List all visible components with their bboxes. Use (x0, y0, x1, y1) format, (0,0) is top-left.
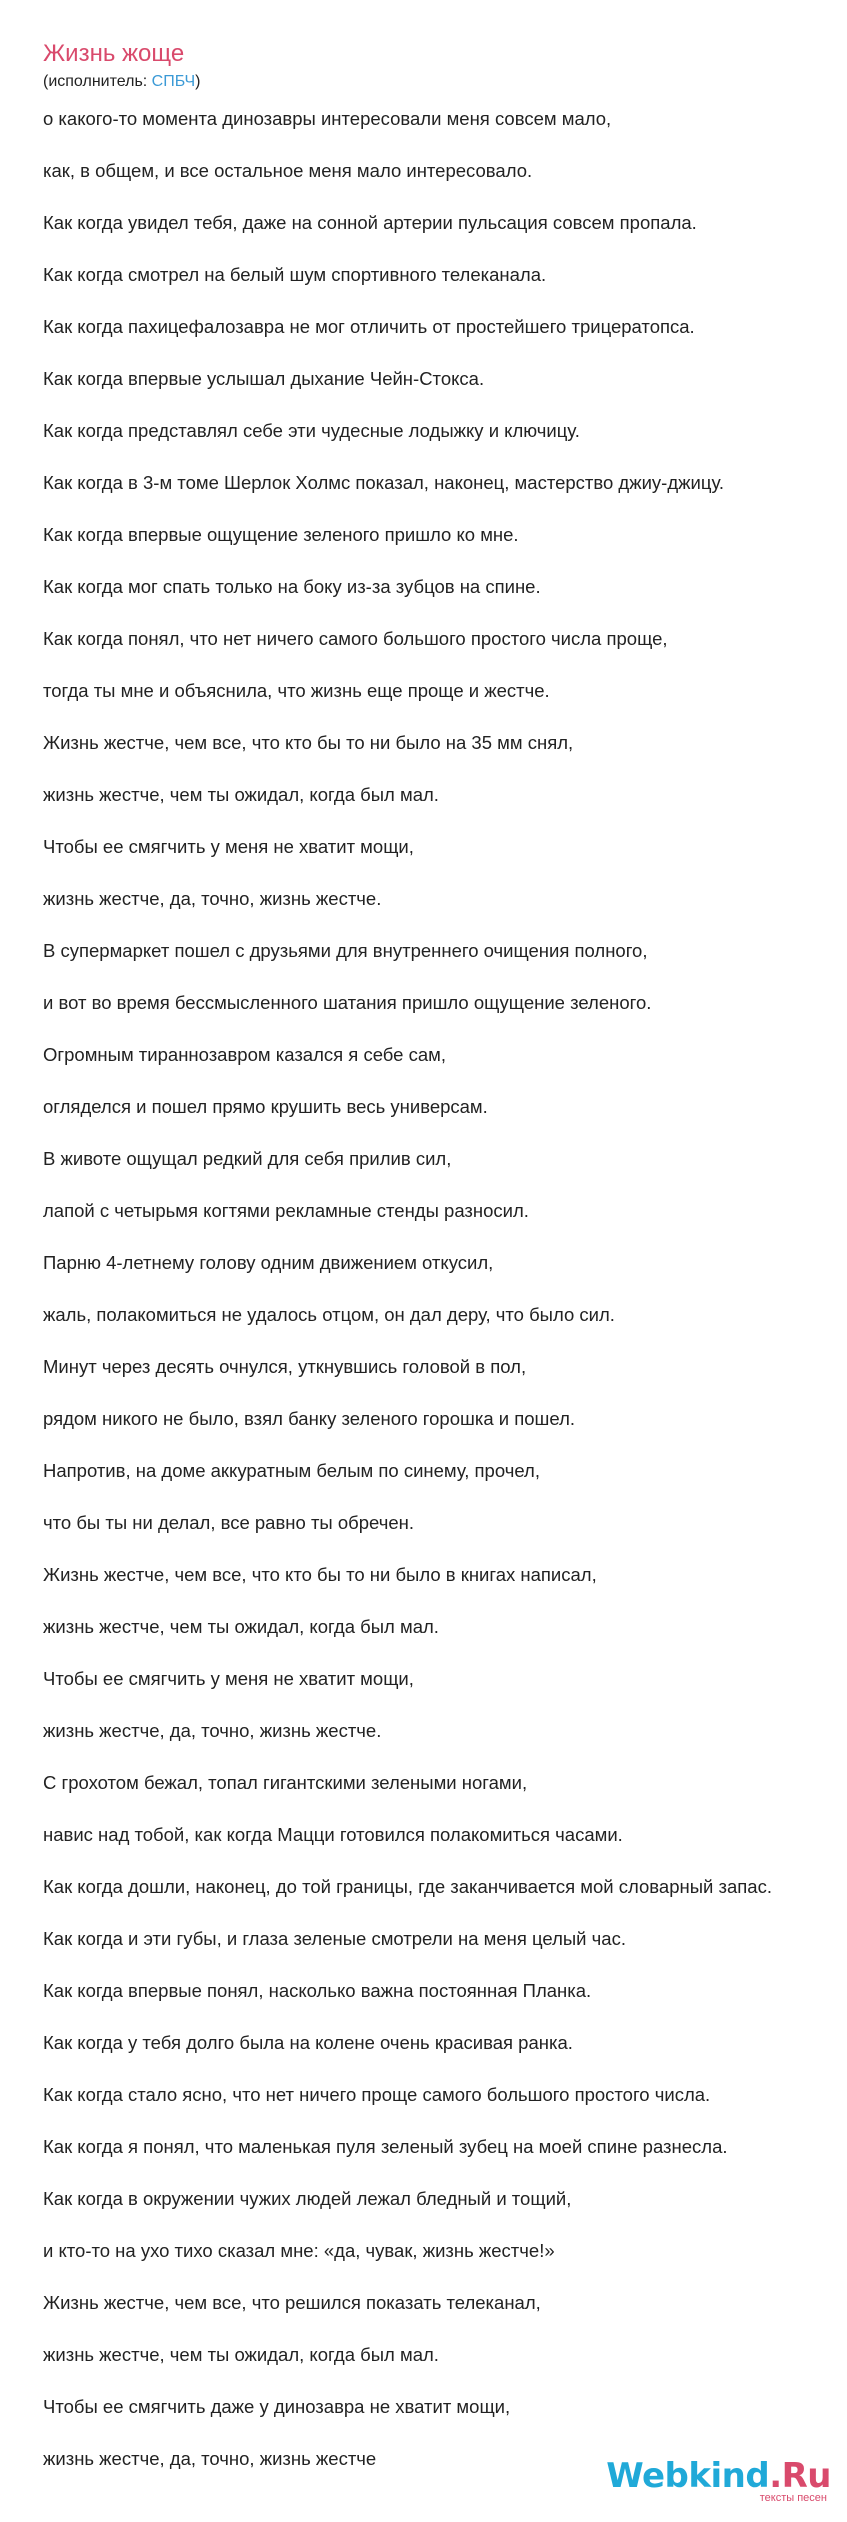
lyric-line: Как когда я понял, что маленькая пуля зеленый зубец на моей спине разнесла. (43, 2136, 728, 2157)
lyric-line: Жизнь жестче, чем все, что кто бы то ни было в книгах написал, (43, 1564, 597, 1585)
song-title: Жизнь жоще (43, 40, 185, 67)
lyric-line: жизнь жестче, чем ты ожидал, когда был мал. (43, 784, 439, 805)
lyric-line: Огромным тираннозавром казался я себе сам, (43, 1044, 446, 1065)
lyric-line: жизнь жестче, да, точно, жизнь жестче. (43, 888, 382, 909)
performer-link[interactable]: СПБЧ (151, 73, 196, 90)
lyric-line: В супермаркет пошел с друзьями для внутреннего очищения полного, (43, 940, 648, 961)
lyric-line: Чтобы ее смягчить даже у динозавра не хватит мощи, (43, 2396, 511, 2417)
logo-wordmark (606, 2458, 831, 2494)
performer-prefix: (исполнитель: (43, 73, 152, 90)
logo-tagline: тексты песен (759, 2492, 827, 2504)
lyric-line: Как когда мог спать только на боку из-за зубцов на спине. (43, 576, 541, 597)
lyric-line: Чтобы ее смягчить у меня не хватит мощи, (43, 1668, 414, 1689)
lyric-line: как, в общем, и все остальное меня мало интересовало. (43, 160, 533, 181)
lyric-line: лапой с четырьмя когтями рекламные стенды разносил. (43, 1200, 529, 1221)
lyric-line: Как когда дошли, наконец, до той границы, где заканчивается мой словарный запас. (43, 1876, 772, 1897)
lyric-line: Минут через десять очнулся, уткнувшись головой в пол, (43, 1356, 527, 1377)
song-header (43, 40, 201, 92)
lyric-line: о какого-то момента динозавры интересовали меня совсем мало, (43, 108, 612, 129)
lyric-line: Как когда впервые услышал дыхание Чейн-Стокса. (43, 368, 485, 389)
lyric-line: Как когда в 3-м томе Шерлок Холмс показал, наконец, мастерство джиу-джицу. (43, 472, 724, 493)
lyric-line: Как когда у тебя долго была на колене очень красивая ранка. (43, 2032, 573, 2053)
lyrics-text (43, 108, 843, 2500)
lyric-line: Как когда впервые понял, насколько важна постоянная Планка. (43, 1980, 592, 2001)
lyric-line: В животе ощущал редкий для себя прилив сил, (43, 1148, 452, 1169)
lyric-line: Жизнь жестче, чем все, что решился показать телеканал, (43, 2292, 541, 2313)
lyric-line: огляделся и пошел прямо крушить весь универсам. (43, 1096, 488, 1117)
logo-brand: Webkind (606, 2456, 770, 2496)
performer-suffix: ) (195, 73, 201, 90)
performer-line (43, 72, 201, 92)
lyric-line: рядом никого не было, взял банку зеленого горошка и пошел. (43, 1408, 576, 1429)
lyric-line: Как когда и эти губы, и глаза зеленые смотрели на меня целый час. (43, 1928, 626, 1949)
lyric-line: Как когда представлял себе эти чудесные лодыжку и ключицу. (43, 420, 580, 441)
lyric-line: навис над тобой, как когда Мацци готовился полакомиться часами. (43, 1824, 623, 1845)
lyric-line: жизнь жестче, чем ты ожидал, когда был мал. (43, 2344, 439, 2365)
lyric-line: Как когда в окружении чужих людей лежал бледный и тощий, (43, 2188, 572, 2209)
lyric-line: Чтобы ее смягчить у меня не хватит мощи, (43, 836, 414, 857)
lyric-line: и кто-то на ухо тихо сказал мне: «да, чувак, жизнь жестче!» (43, 2240, 555, 2261)
lyric-line: жизнь жестче, да, точно, жизнь жестче. (43, 1720, 382, 1741)
logo-tld: .Ru (769, 2456, 831, 2496)
lyric-line: Как когда стало ясно, что нет ничего проще самого большого простого числа. (43, 2084, 711, 2105)
lyric-line: Парню 4-летнему голову одним движением откусил, (43, 1252, 494, 1273)
lyric-line: Как когда пахицефалозавра не мог отличить от простейшего трицератопса. (43, 316, 695, 337)
webkind-logo[interactable] (606, 2458, 831, 2504)
lyric-line: Напротив, на доме аккуратным белым по синему, прочел, (43, 1460, 540, 1481)
lyric-line: жизнь жестче, да, точно, жизнь жестче (43, 2448, 377, 2469)
lyric-line: что бы ты ни делал, все равно ты обречен. (43, 1512, 414, 1533)
lyric-line: Жизнь жестче, чем все, что кто бы то ни было на 35 мм снял, (43, 732, 574, 753)
lyric-line: Как когда впервые ощущение зеленого пришло ко мне. (43, 524, 519, 545)
lyric-line: С грохотом бежал, топал гигантскими зелеными ногами, (43, 1772, 528, 1793)
lyric-line: жаль, полакомиться не удалось отцом, он дал деру, что было сил. (43, 1304, 615, 1325)
lyric-line: Как когда понял, что нет ничего самого большого простого числа проще, (43, 628, 668, 649)
lyric-line: тогда ты мне и объяснила, что жизнь еще проще и жестче. (43, 680, 550, 701)
lyric-line: Как когда смотрел на белый шум спортивного телеканала. (43, 264, 547, 285)
lyric-line: Как когда увидел тебя, даже на сонной артерии пульсация совсем пропала. (43, 212, 697, 233)
lyric-line: и вот во время бессмысленного шатания пришло ощущение зеленого. (43, 992, 652, 1013)
lyric-line: жизнь жестче, чем ты ожидал, когда был мал. (43, 1616, 439, 1637)
